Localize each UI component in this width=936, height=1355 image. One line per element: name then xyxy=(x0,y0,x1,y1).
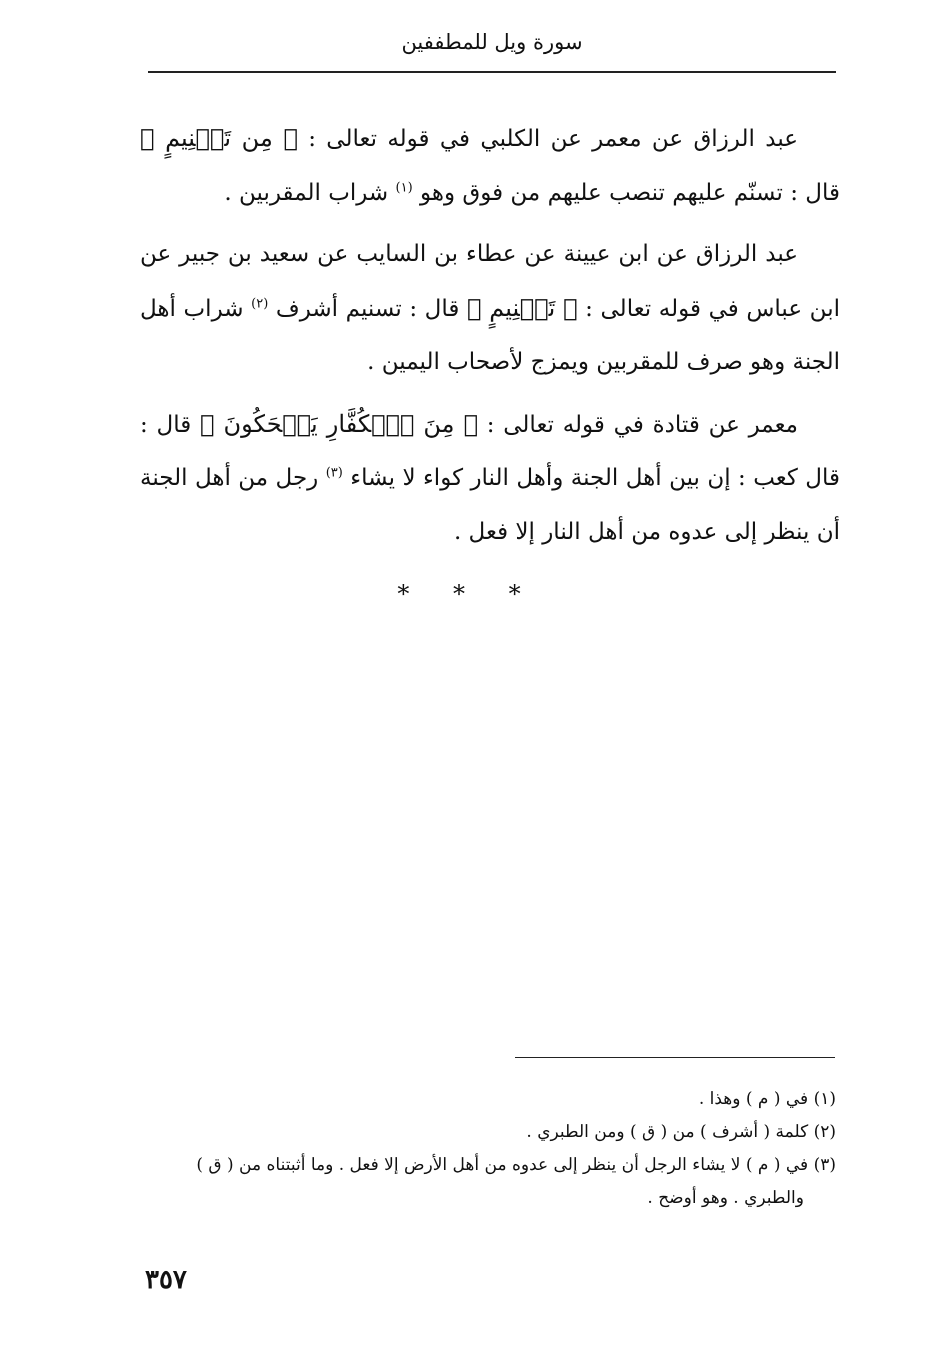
paragraph-text: قال : قال كعب : إن بين أهل الجنة وأهل النار كواء لا يشاء xyxy=(140,411,840,491)
header-rule xyxy=(148,71,836,73)
paragraph-1 xyxy=(140,112,840,220)
paragraph-text: عبد الرزاق عن معمر عن الكلبي في قوله تعالى : xyxy=(297,126,798,152)
paragraph-2 xyxy=(140,228,840,390)
footnote-1: (١) في ( م ) وهذا . xyxy=(698,1089,836,1109)
quran-verse: ﴿ مِن تَسۡنِيمٍ ﴾ xyxy=(140,124,298,152)
paragraph-text: عبد الرزاق عن ابن عيينة عن عطاء بن السايب عن سعيد بن جبير عن ابن عباس في قوله تعالى : xyxy=(140,241,840,322)
footnote-rule xyxy=(515,1057,835,1058)
footnote-2: (٢) كلمة ( أشرف ) من ( ق ) ومن الطبري . xyxy=(526,1122,836,1142)
footnote-ref-1[interactable]: (١) xyxy=(395,179,413,195)
paragraph-3 xyxy=(140,398,840,560)
paragraph-text: شراب المقربين . xyxy=(224,179,396,206)
paragraph-text: قال : تسنيم أشرف xyxy=(268,295,467,322)
footnote-ref-2[interactable]: (٢) xyxy=(251,295,269,311)
main-text xyxy=(140,112,840,559)
paragraph-text: رجل من أهل الجنة أن ينظر إلى عدوه من أهل النار إلا فعل . xyxy=(140,465,840,545)
section-separator: * * * xyxy=(397,580,539,608)
quran-verse: ﴿ مِنَ ٱلۡكُفَّارِ يَضۡحَكُونَ ﴾ xyxy=(199,409,478,438)
paragraph-text: معمر عن قتادة في قوله تعالى : xyxy=(477,411,798,438)
quran-verse: ﴿ تَسۡنِيمٍ ﴾ xyxy=(467,293,578,322)
page-number: ٣٥٧ xyxy=(145,1265,187,1295)
paragraph-text: قال : تسنّم عليهم تنصب عليهم من فوق وهو xyxy=(412,179,840,206)
footnotes xyxy=(140,1083,836,1215)
footnote-3: (٣) في ( م ) لا يشاء الرجل أن ينظر إلى عدوه من أهل الأرض إلا فعل . وما أثبتناه من ( ق ) xyxy=(196,1155,836,1175)
running-head-title: سورة ويل للمطففين xyxy=(401,30,583,54)
footnote-3-continuation: والطبري . وهو أوضح . xyxy=(647,1188,804,1208)
footnote-ref-3[interactable]: (٣) xyxy=(325,465,343,481)
paragraph-text: شراب أهل الجنة وهو صرف للمقربين ويمزج لأصحاب اليمين . xyxy=(140,295,840,375)
